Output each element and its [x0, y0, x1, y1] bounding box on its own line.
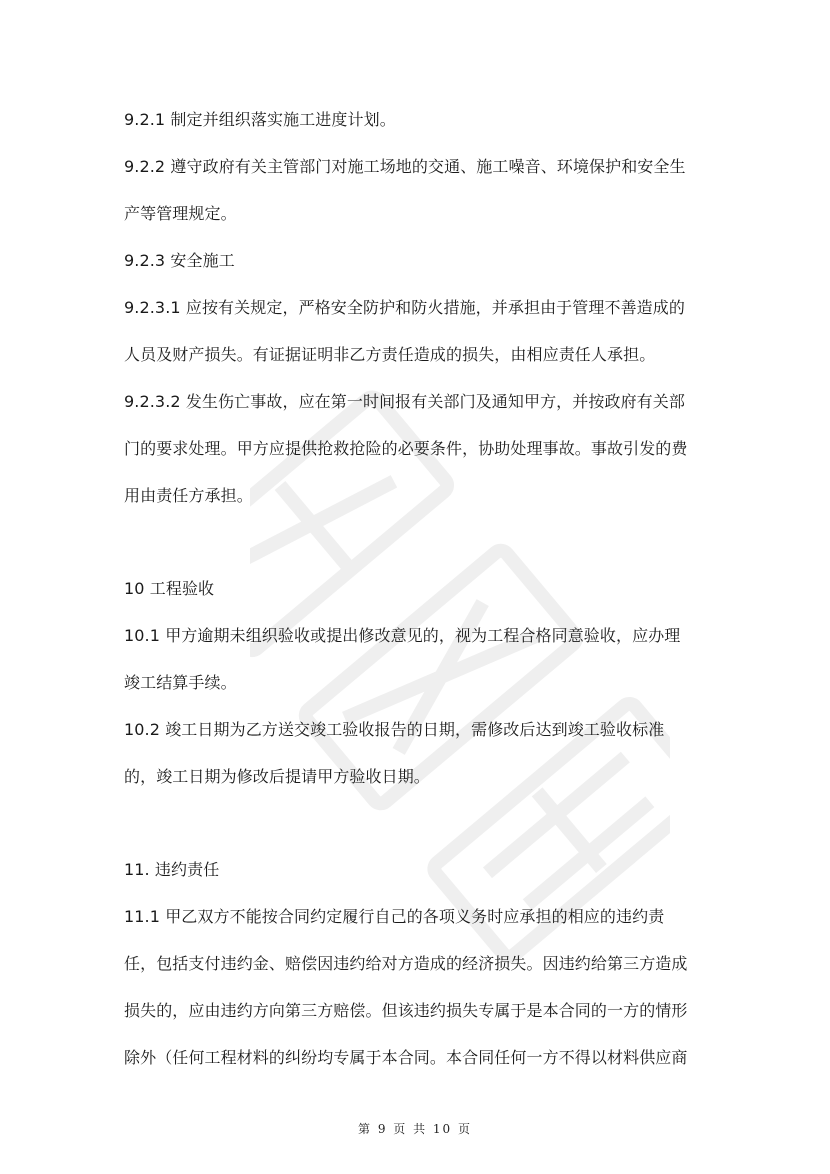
text-line: 10.2 竣工日期为乙方送交竣工验收报告的日期，需修改后达到竣工验收标准 — [124, 720, 665, 739]
clause-10-1 — [124, 612, 709, 706]
text-line: 9.2.3.1 应按有关规定，严格安全防护和防火措施，并承担由于管理不善造成的 — [124, 298, 685, 317]
text-line: 9.2.3 安全施工 — [124, 251, 235, 270]
clause-9-2-2 — [124, 143, 709, 237]
section-spacer — [124, 800, 709, 846]
text-line: 9.2.2 遵守政府有关主管部门对施工场地的交通、施工噪音、环境保护和安全生 — [124, 157, 686, 176]
text-line: 竣工结算手续。 — [124, 673, 237, 692]
section-title: 10 工程验收 — [124, 579, 215, 598]
text-line: 损失的，应由违约方向第三方赔偿。但该违约损失专属于是本合同的一方的情形 — [124, 1001, 688, 1020]
clause-9-2-3-1 — [124, 284, 709, 378]
text-line: 的，竣工日期为修改后提请甲方验收日期。 — [124, 767, 430, 786]
text-line: 9.2.1 制定并组织落实施工进度计划。 — [124, 110, 396, 129]
section-10-heading — [124, 565, 709, 612]
section-title: 11. 违约责任 — [124, 860, 220, 879]
clause-9-2-3-2 — [124, 378, 709, 519]
text-line: 9.2.3.2 发生伤亡事故，应在第一时间报有关部门及通知甲方，并按政府有关部 — [124, 392, 685, 411]
text-line: 产等管理规定。 — [124, 204, 237, 223]
clause-9-2-1 — [124, 96, 709, 143]
document-body — [124, 96, 709, 1081]
text-line: 人员及财产损失。有证据证明非乙方责任造成的损失，由相应责任人承担。 — [124, 345, 656, 364]
text-line: 门的要求处理。甲方应提供抢救抢险的必要条件，协助处理事故。事故引发的费 — [124, 439, 688, 458]
clause-9-2-3 — [124, 237, 709, 284]
section-spacer — [124, 519, 709, 565]
text-line: 除外（任何工程材料的纠纷均专属于本合同。本合同任何一方不得以材料供应商 — [124, 1048, 688, 1067]
text-line: 10.1 甲方逾期未组织验收或提出修改意见的，视为工程合格同意验收，应办理 — [124, 626, 681, 645]
text-line: 11.1 甲乙双方不能按合同约定履行自己的各项义务时应承担的相应的违约责 — [124, 907, 665, 926]
text-line: 任，包括支付违约金、赔偿因违约给对方造成的经济损失。因违约给第三方造成 — [124, 954, 688, 973]
section-11-heading — [124, 846, 709, 893]
text-line: 用由责任方承担。 — [124, 486, 253, 505]
clause-11-1 — [124, 893, 709, 1081]
page-number-footer: 第 9 页 共 10 页 — [358, 1122, 472, 1136]
clause-10-2 — [124, 706, 709, 800]
